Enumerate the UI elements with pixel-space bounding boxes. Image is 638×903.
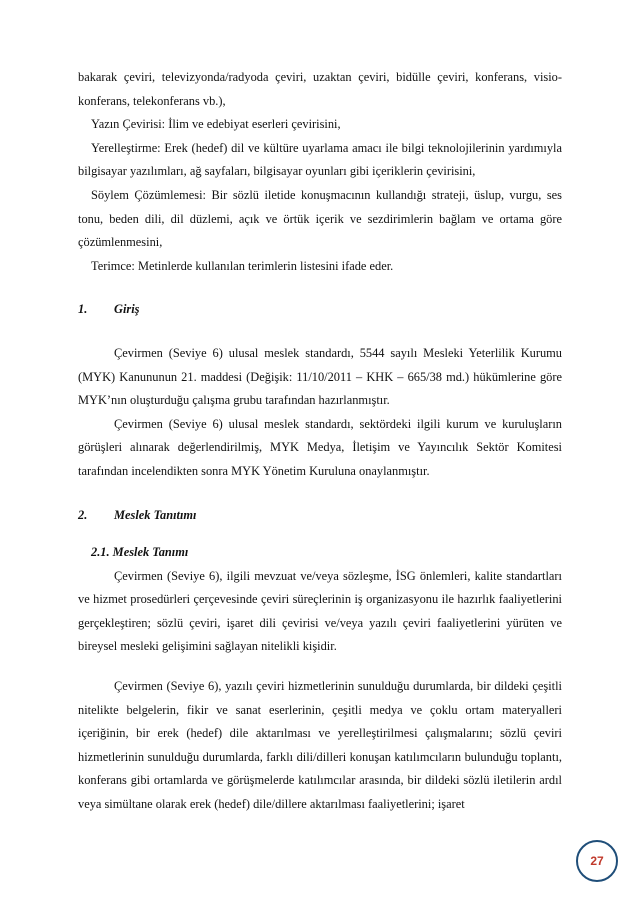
definition-terimce: Terimce: Metinlerde kullanılan terimlerin listesini ifade eder. bbox=[91, 258, 394, 273]
section-2-title: Meslek Tanıtımı bbox=[114, 507, 197, 522]
document-body bbox=[78, 66, 562, 817]
section-1-title: Giriş bbox=[114, 302, 140, 317]
section-2-heading bbox=[78, 504, 562, 528]
section-2-paragraph-1: Çevirmen (Seviye 6), ilgili mevzuat ve/veya sözleşme, İSG önlemleri, kalite standartları ve hizmet prosedürleri çerçevesinde çeviri süreçlerinin iş organizasyonu ile hazırlık faaliyetlerini gerçekleştiren; sözlü çeviri, işaret dili çevirisi ve/veya yazılı çeviri faaliyetlerini yürüten ve bireysel mesleki gelişimini sağlayan nitelikli kişidir. bbox=[78, 568, 562, 654]
section-1-paragraph-2: Çevirmen (Seviye 6) ulusal meslek standardı, sektördeki ilgili kurum ve kuruluşların görüşleri alınarak değerlendirilmiş, MYK Medya, İletişim ve Yayıncılık Sektör Komitesi tarafından incelendikten sonra MYK Yönetim Kuruluna onaylanmıştır. bbox=[78, 416, 562, 478]
page-number: 27 bbox=[590, 854, 604, 868]
definition-soylem-cozumlemesi: Söylem Çözümlemesi: Bir sözlü iletide konuşmacının kullandığı strateji, üslup, vurgu, ses tonu, beden dili, dil düzlemi, açık ve örtük içerik ve sezdirimlerin bağlam ve ortama göre çözümlenmesini, bbox=[78, 187, 562, 250]
section-2-number: 2. bbox=[78, 507, 88, 522]
section-2-paragraph-2: Çevirmen (Seviye 6), yazılı çeviri hizmetlerinin sunulduğu durumlarda, bir dildeki çeşitli nitelikte belgelerin, fikir ve sanat eserlerinin, çeşitli medya ve çoklu ortam materyalleri içeriğinin, bir erek (hedef) dile aktarılması ve yerelleştirilmesi çalışmalarını; sözlü çeviri hizmetlerinin sunulduğu durumlarda, farklı dili/dilleri konuşan katılımcıların bulunduğu toplantı, konferans gibi ortamlarda ve görüşmelerde katılımcılar arasında, bir dildeki sözlü iletilerin ardıl veya simültane olarak erek (hedef) dile/dillere aktarılması faaliyetlerini; işaret bbox=[78, 679, 562, 812]
definition-yazin-cevirisi: Yazın Çevirisi: İlim ve edebiyat eserleri çevirisini, bbox=[91, 117, 341, 132]
subsection-2-1-heading: 2.1. Meslek Tanımı bbox=[91, 545, 189, 560]
definition-yerellestirme: Yerelleştirme: Erek (hedef) dil ve kültüre uyarlama amacı ile bilgi teknolojilerinin yardımıyla bilgisayar yazılımları, ağ sayfaları, bilgisayar oyunları gibi içeriklerin çevirisini, bbox=[78, 140, 562, 179]
page-number-badge bbox=[576, 840, 618, 882]
section-1-paragraph-1: Çevirmen (Seviye 6) ulusal meslek standardı, 5544 sayılı Mesleki Yeterlilik Kurumu (MYK) Kanununun 21. maddesi (Değişik: 11/10/2011 – KHK – 665/38 md.) hükümlerine göre MYK’nın oluşturduğu çalışma grubu tarafından hazırlanmıştır. bbox=[78, 345, 562, 408]
intro-paragraph: bakarak çeviri, televizyonda/radyoda çeviri, uzaktan çeviri, bidülle çeviri, konferans, visio-konferans, telekonferans vb.), bbox=[78, 70, 562, 108]
section-1-number: 1. bbox=[78, 302, 88, 317]
section-1-heading bbox=[78, 298, 562, 322]
